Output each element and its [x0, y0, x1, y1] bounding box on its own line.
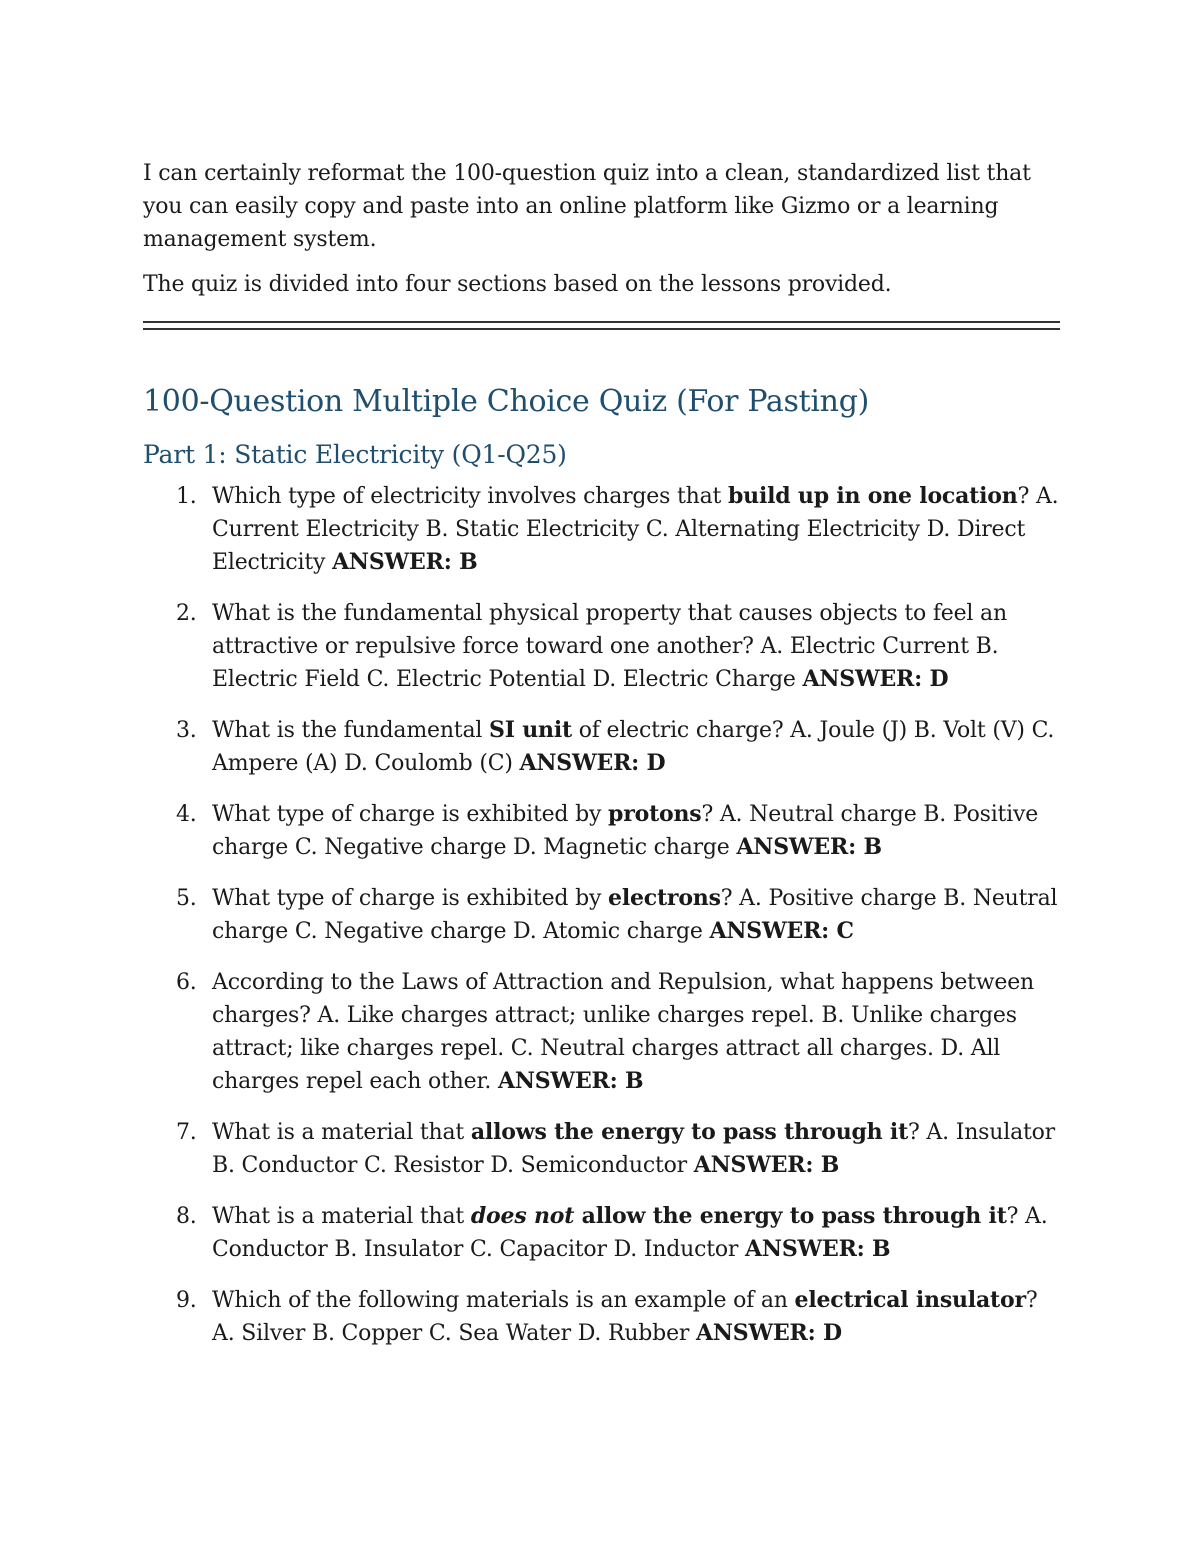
- question-number: 1.: [176, 484, 197, 509]
- question-number: 4.: [176, 802, 197, 827]
- question-text: Which of the following materials is an example of an: [212, 1288, 795, 1313]
- question-text: What is the fundamental: [212, 718, 489, 743]
- answer-label: ANSWER: D: [519, 750, 666, 776]
- question-number: 9.: [176, 1288, 197, 1313]
- part1-heading: Part 1: Static Electricity (Q1-Q25): [143, 440, 567, 469]
- double-rule-divider: [143, 321, 1060, 330]
- question-emphasis: SI unit: [489, 717, 572, 743]
- question-item: [143, 597, 1060, 696]
- question-number: 8.: [176, 1204, 197, 1229]
- answer-label: ANSWER: B: [736, 834, 882, 860]
- question-text: What is a material that: [212, 1120, 471, 1145]
- question-emphasis: electrical insulator: [794, 1287, 1026, 1313]
- question-emphasis: allows the energy to pass through it: [470, 1119, 909, 1145]
- answer-label: ANSWER: D: [696, 1320, 842, 1346]
- question-item: [143, 1116, 1060, 1182]
- question-options: ? A. Neutral charge B. Positive charge C. Negative charge D. Magnetic charge: [212, 802, 1039, 860]
- quiz-heading: 100-Question Multiple Choice Quiz (For Pasting): [143, 384, 869, 419]
- question-item: [143, 480, 1060, 579]
- question-item: [143, 882, 1060, 948]
- answer-label: ANSWER: C: [709, 918, 854, 944]
- question-emphasis: build up in one location: [727, 483, 1018, 509]
- question-number: 7.: [176, 1120, 197, 1145]
- question-number: 2.: [176, 601, 197, 626]
- answer-label: ANSWER: B: [332, 549, 478, 575]
- question-number: 3.: [176, 718, 197, 743]
- question-text: According to the Laws of Attraction and Repulsion, what happens between charges? A. Like charges attract; unlike charges repel. B. Unlike charges attract; like charges repel. C. Neutral charges attract all charges. D. All charges repel each other.: [212, 970, 1035, 1094]
- question-options: ? A. Conductor B. Insulator C. Capacitor D. Inductor: [212, 1204, 1048, 1262]
- question-options: ? A. Positive charge B. Neutral charge C. Negative charge D. Atomic charge: [212, 886, 1058, 944]
- intro-paragraph: I can certainly reformat the 100-question quiz into a clean, standardized list that you can easily copy and paste into an online platform like Gizmo or a learning management system.: [143, 161, 1031, 252]
- question-item: [143, 714, 1060, 780]
- question-item: [143, 798, 1060, 864]
- question-options: ? A. Current Electricity B. Static Electricity C. Alternating Electricity D. Direct Electricity: [212, 484, 1059, 575]
- question-list: [143, 480, 1060, 1350]
- question-text: What type of charge is exhibited by: [212, 802, 609, 827]
- question-item: [143, 966, 1060, 1098]
- question-options: ? A. Insulator B. Conductor C. Resistor D. Semiconductor: [212, 1120, 1055, 1178]
- question-item: [143, 1200, 1060, 1266]
- document-page: [143, 157, 1060, 1368]
- question-text: What is a material that: [212, 1204, 471, 1229]
- answer-label: ANSWER: D: [802, 666, 949, 692]
- answer-label: ANSWER: B: [745, 1236, 891, 1262]
- answer-label: ANSWER: B: [497, 1068, 644, 1094]
- answer-label: ANSWER: B: [693, 1152, 840, 1178]
- question-number: 6.: [176, 970, 197, 995]
- question-text: What type of charge is exhibited by: [212, 886, 609, 911]
- question-emphasis: electrons: [608, 885, 721, 911]
- question-options: of electric charge? A. Joule (J) B. Volt (V) C. Ampere (A) D. Coulomb (C): [212, 718, 1055, 776]
- question-emphasis: protons: [608, 801, 702, 827]
- question-options: ? A. Silver B. Copper C. Sea Water D. Rubber: [212, 1288, 1038, 1346]
- question-item: [143, 1284, 1060, 1350]
- intro-sections-note: The quiz is divided into four sections based on the lessons provided.: [143, 272, 892, 297]
- question-emphasis-italic: does not: [470, 1203, 575, 1229]
- question-text: What is the fundamental physical property that causes objects to feel an attractive or repulsive force toward one another? A. Electric Current B. Electric Field C. Electric Potential D. Electric Charge: [212, 601, 1007, 692]
- question-number: 5.: [176, 886, 197, 911]
- question-text: Which type of electricity involves charges that: [212, 484, 728, 509]
- question-emphasis: allow the energy to pass through it: [574, 1203, 1007, 1229]
